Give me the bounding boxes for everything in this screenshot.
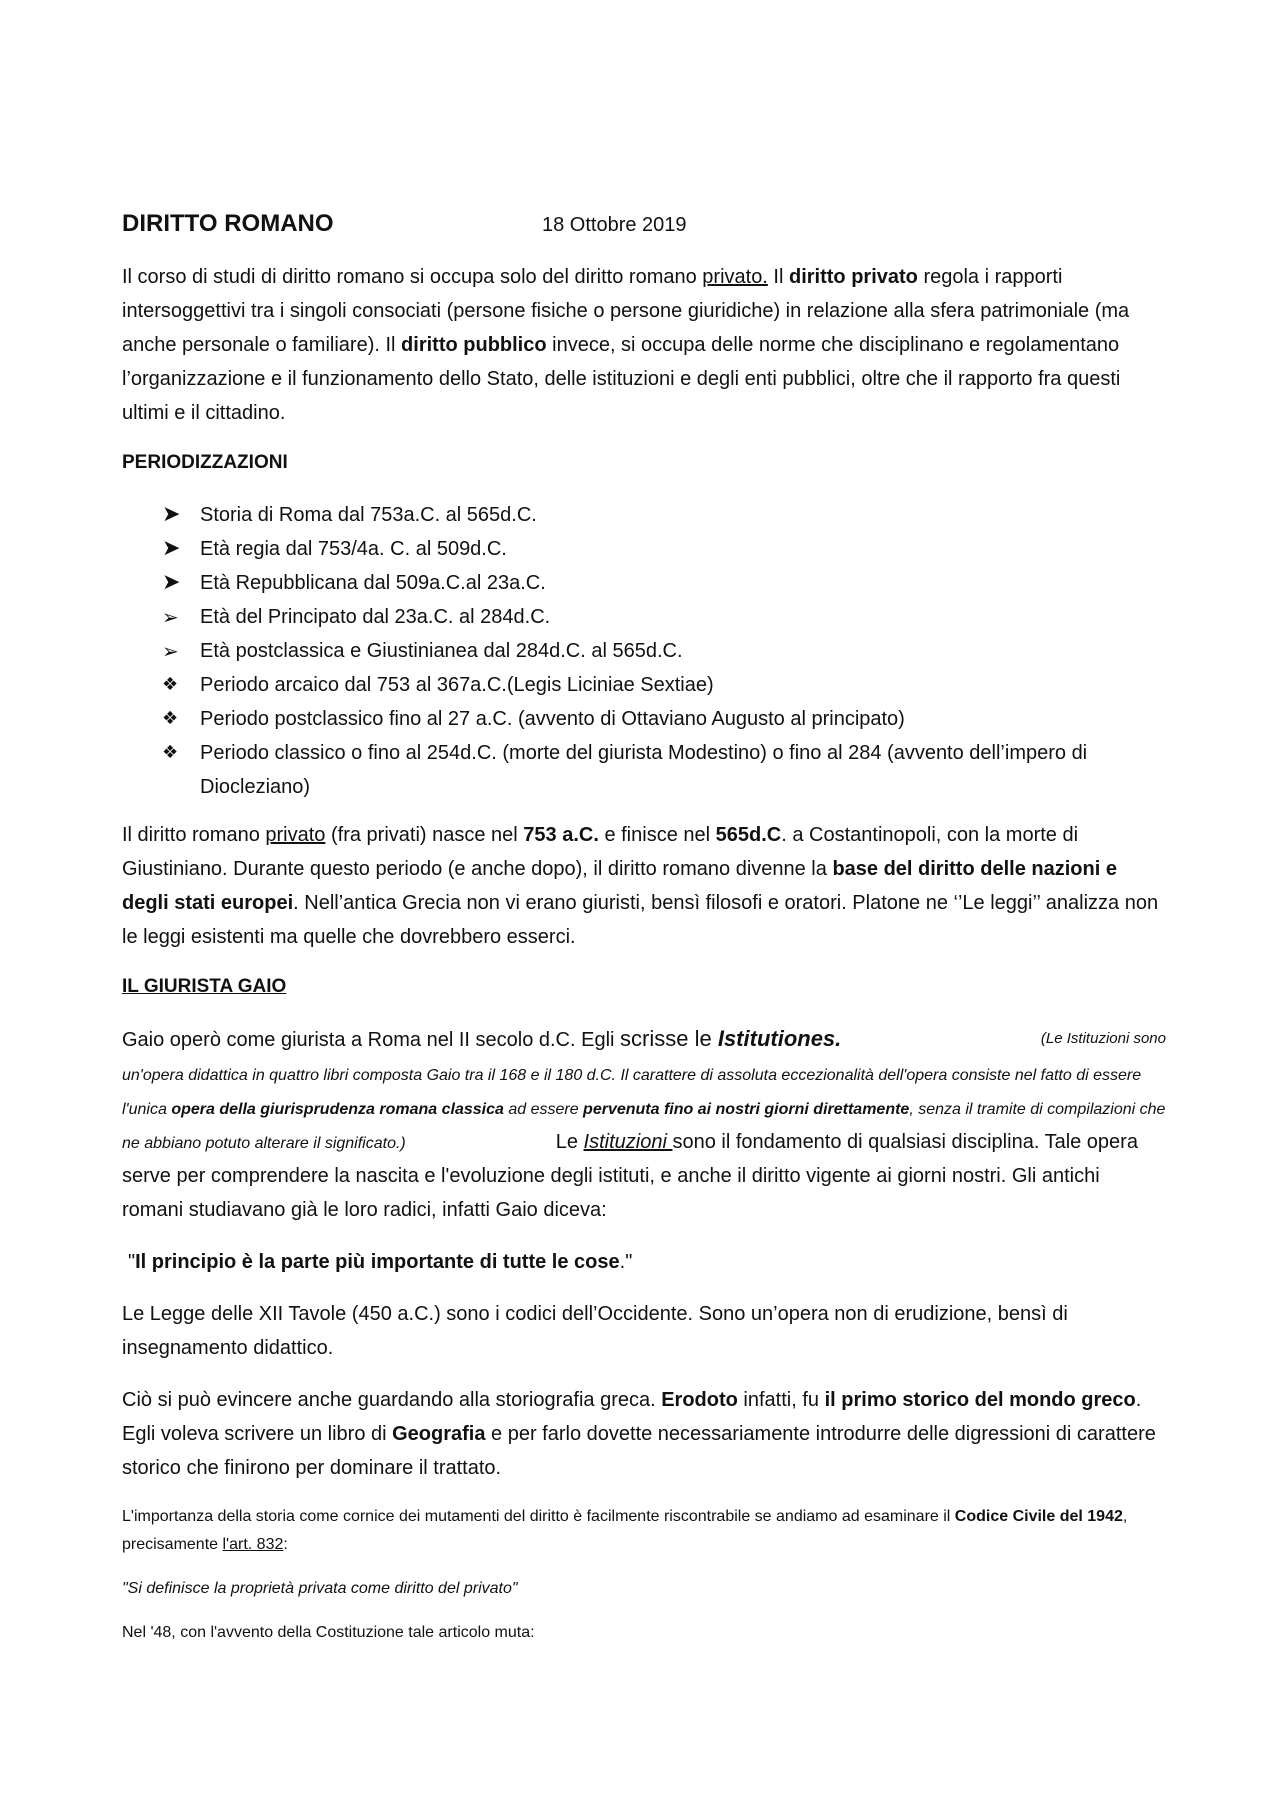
- diritto-privato-bold: diritto privato: [789, 266, 918, 288]
- list-item: ➢ Età del Principato dal 23a.C. al 284d.C.: [162, 600, 1166, 634]
- list-item: ❖ Periodo arcaico dal 753 al 367a.C.(Legis Liciniae Sextiae): [162, 668, 1166, 702]
- diritto-pubblico-bold: diritto pubblico: [401, 334, 547, 356]
- list-item: ➤ Età Repubblicana dal 509a.C.al 23a.C.: [162, 566, 1166, 600]
- ending-paragraph: Nel '48, con l'avvento della Costituzione tale articolo muta:: [122, 1624, 535, 1641]
- arrowhead-bullet-icon: ➤: [162, 536, 181, 561]
- arrowhead-outline-bullet-icon: ➢: [162, 639, 179, 663]
- heading-gaio: IL GIURISTA GAIO: [122, 976, 287, 997]
- istitutiones-bold: Istitutiones.: [717, 1026, 842, 1051]
- list-item: ❖ Periodo postclassico fino al 27 a.C. (avvento di Ottaviano Augusto al principato): [162, 702, 1166, 736]
- list-item: ➢ Età postclassica e Giustinianea dal 284d.C. al 565d.C.: [162, 634, 1166, 668]
- arrowhead-bullet-icon: ➤: [162, 502, 181, 527]
- codice-paragraph: L'importanza della storia come cornice dei mutamenti del diritto è facilmente riscontrabile se andiamo ad esaminare il Codice Civile del 1942, precisamente l'art. 832:: [122, 1508, 1128, 1553]
- privato-underlined: privato.: [702, 266, 768, 288]
- diamond-bullet-icon: ❖: [162, 674, 179, 695]
- title-row: [122, 210, 1166, 238]
- intro-paragraph: Il corso di studi di diritto romano si occupa solo del diritto romano privato. Il diritto privato regola i rapporti intersoggettivi tra i singoli consociati (persone fisiche o persone giuridiche) in relazione alla sfera patrimoniale (ma anche personale o familiare). Il diritto pubblico invece, si occupa delle norme che disciplinano e regolamentano l’organizzazione e il funzionamento dello Stato, delle istituzioni e degli enti pubblici, oltre che il rapporto fra questi ultimi e il cittadino.: [122, 266, 1130, 424]
- heading-periodizzazioni: PERIODIZZAZIONI: [122, 452, 288, 473]
- note-start: (Le Istituzioni sono: [1040, 1030, 1166, 1047]
- erodoto-paragraph: Ciò si può evincere anche guardando alla storiografia greca. Erodoto infatti, fu il primo storico del mondo greco. Egli voleva scrivere un libro di Geografia e per farlo dovette necessariamente introdurre delle digressioni di carattere storico che finirono per dominare il trattato.: [122, 1389, 1156, 1479]
- document-date: 18 Ottobre 2019: [542, 214, 687, 236]
- arrowhead-bullet-icon: ➤: [162, 570, 181, 595]
- arrowhead-outline-bullet-icon: ➢: [162, 605, 179, 629]
- gaio-note: un'opera didattica in quattro libri composta Gaio tra il 168 e il 180 d.C. Il carattere di assoluta eccezionalità dell'opera consiste nel fatto di essere l'unica opera della giurisprudenza romana classica ad essere pervenuta fino ai nostri giorni direttamente, senza il tramite di compilazioni che ne abbiano potuto alterare il significato.): [122, 1067, 1166, 1152]
- list-item: ➤ Età regia dal 753/4a. C. al 509d.C.: [162, 532, 1166, 566]
- list-item: ➤ Storia di Roma dal 753a.C. al 565d.C.: [162, 498, 1166, 532]
- list-item: ❖ Periodo classico o fino al 254d.C. (morte del giurista Modestino) o fino al 284 (avvento dell’impero di Diocleziano): [162, 736, 1166, 804]
- definition-quote: "Si definisce la proprietà privata come diritto del privato": [122, 1580, 518, 1597]
- xii-tavole-paragraph: Le Legge delle XII Tavole (450 a.C.) sono i codici dell’Occidente. Sono un’opera non di erudizione, bensì di insegnamento didattico.: [122, 1303, 1068, 1359]
- origins-paragraph: Il diritto romano privato (fra privati) nasce nel 753 a.C. e finisce nel 565d.C. a Costantinopoli, con la morte di Giustiniano. Durante questo periodo (e anche dopo), il diritto romano divenne la base del diritto delle nazioni e degli stati europei. Nell’antica Grecia non vi erano giuristi, bensì filosofi e oratori. Platone ne ‘’Le leggi’’ analizza non le leggi esistenti ma quelle che dovrebbero esserci.: [122, 824, 1159, 948]
- periods-list: [122, 498, 1166, 804]
- diamond-bullet-icon: ❖: [162, 742, 179, 763]
- diamond-bullet-icon: ❖: [162, 708, 179, 729]
- page-title: DIRITTO ROMANO: [122, 210, 334, 237]
- gaio-paragraph: (Le Istituzioni sono Gaio operò come giurista a Roma nel II secolo d.C. Egli scrisse le Istitutiones. un'opera didattica in quattro libri composta Gaio tra il 168 e il 180 d.C. Il carattere di assoluta eccezionalità dell'opera consiste nel fatto di essere l'unica opera della giurisprudenza romana classica ad essere pervenuta fino ai nostri giorni direttamente, senza il tramite di compilazioni che ne abbiano potuto alterare il significato.) Le Istituzioni sono il fondamento di qualsiasi disciplina. Tale opera serve per comprendere la nascita e l'evoluzione degli istituti, e anche il diritto vigente ai giorni nostri. Gli antichi romani studiavano già le loro radici, infatti Gaio diceva:: [122, 1022, 1166, 1227]
- gaio-quote: "Il principio è la parte più importante di tutte le cose.": [128, 1251, 633, 1273]
